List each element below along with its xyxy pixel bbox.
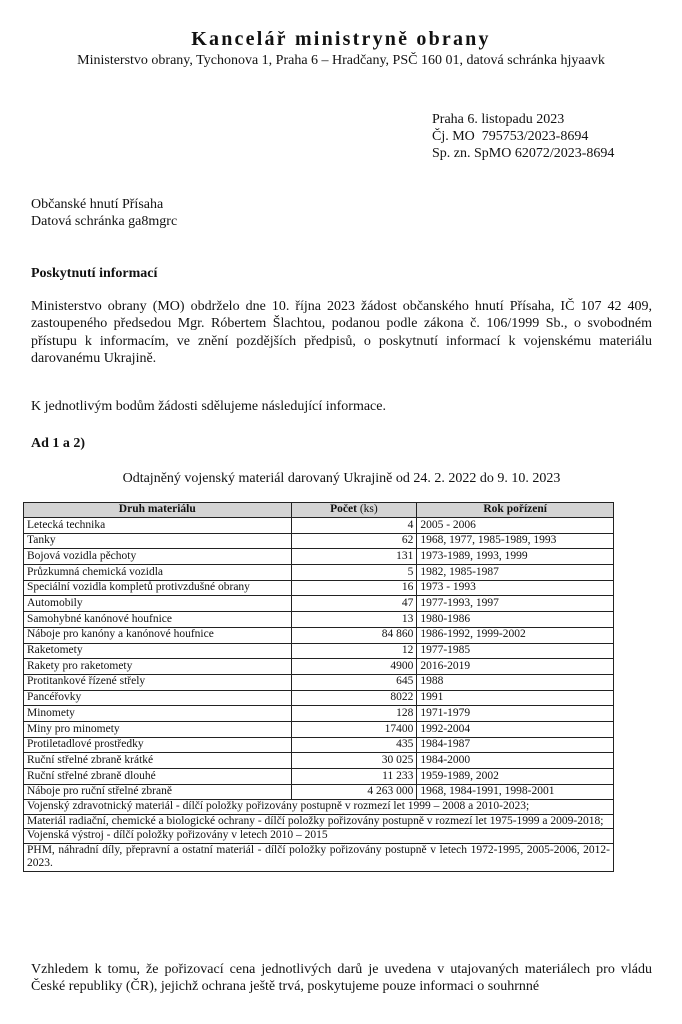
table-header-row <box>24 503 614 518</box>
cell-year: 2005 - 2006 <box>417 518 614 534</box>
cell-type: Protitankové řízené střely <box>24 674 292 690</box>
cell-year: 1971-1979 <box>417 706 614 722</box>
cell-year: 1988 <box>417 674 614 690</box>
cell-year: 1980-1986 <box>417 612 614 628</box>
table-row <box>24 565 614 581</box>
letterhead-title: Kancelář ministryně obrany <box>191 28 491 50</box>
cell-type: Pancéřovky <box>24 690 292 706</box>
table-row <box>24 549 614 565</box>
cell-year: 1968, 1977, 1985-1989, 1993 <box>417 533 614 549</box>
cell-year: 1984-2000 <box>417 753 614 769</box>
table-row <box>24 706 614 722</box>
cell-count: 8022 <box>291 690 417 706</box>
cell-year: 1973 - 1993 <box>417 580 614 596</box>
cell-type: Samohybné kanónové houfnice <box>24 612 292 628</box>
table-row <box>24 737 614 753</box>
cell-type: Tanky <box>24 533 292 549</box>
cell-year: 1992-2004 <box>417 721 614 737</box>
cell-type: Náboje pro kanóny a kanónové houfnice <box>24 627 292 643</box>
header-count-unit: (ks) <box>359 503 378 516</box>
cell-type: Rakety pro raketomety <box>24 659 292 675</box>
cell-type: Speciální vozidla kompletů protivzdušné obrany <box>24 580 292 596</box>
table-note: Materiál radiační, chemické a biologické ochrany - dílčí položky pořizovány postupně v rozmezí let 1975-1999 a 2009-2018; <box>24 814 614 829</box>
cell-count: 16 <box>291 580 417 596</box>
header-type: Druh materiálu <box>24 503 292 518</box>
cell-type: Minomety <box>24 706 292 722</box>
table-row <box>24 518 614 534</box>
table-row <box>24 612 614 628</box>
cell-year: 1973-1989, 1993, 1999 <box>417 549 614 565</box>
letter-date: Praha 6. listopadu 2023 <box>432 112 565 127</box>
cell-count: 84 860 <box>291 627 417 643</box>
cell-count: 17400 <box>291 721 417 737</box>
cell-year: 1977-1993, 1997 <box>417 596 614 612</box>
cell-count: 128 <box>291 706 417 722</box>
addressee-name: Občanské hnutí Přísaha <box>31 197 164 212</box>
cell-year: 1959-1989, 2002 <box>417 769 614 785</box>
cell-type: Automobily <box>24 596 292 612</box>
subject-heading: Poskytnutí informací <box>31 266 158 281</box>
cell-count: 645 <box>291 674 417 690</box>
table-note-row <box>24 843 614 871</box>
cell-type: Náboje pro ruční střelné zbraně <box>24 784 292 800</box>
table-note-row <box>24 829 614 844</box>
file-number: Sp. zn. SpMO 62072/2023-8694 <box>432 146 615 161</box>
closing-paragraph: Vzhledem k tomu, že pořizovací cena jednotlivých darů je uvedena v utajovaných materiálech pro vládu České republiky (ČR), jejichž ochrana ještě trvá, poskytujeme pouze informaci o souhrnné <box>31 962 652 995</box>
cell-count: 13 <box>291 612 417 628</box>
points-paragraph: K jednotlivým bodům žádosti sdělujeme následující informace. <box>31 399 386 414</box>
cell-count: 47 <box>291 596 417 612</box>
material-table <box>23 502 614 872</box>
table-row <box>24 659 614 675</box>
table-row <box>24 753 614 769</box>
cell-year: 1986-1992, 1999-2002 <box>417 627 614 643</box>
cell-year: 1982, 1985-1987 <box>417 565 614 581</box>
table-row <box>24 627 614 643</box>
table-row <box>24 674 614 690</box>
reference-number: Čj. MO 795753/2023-8694 <box>432 129 589 144</box>
cell-year: 1977-1985 <box>417 643 614 659</box>
table-note: Vojenská výstroj - dílčí položky pořizovány v letech 2010 – 2015 <box>24 829 614 844</box>
cell-count: 11 233 <box>291 769 417 785</box>
table-note: PHM, náhradní díly, přepravní a ostatní materiál - dílčí položky pořizovány postupně v letech 1972-1995, 2005-2006, 2012-2023. <box>24 843 614 871</box>
cell-year: 2016-2019 <box>417 659 614 675</box>
intro-paragraph: Ministerstvo obrany (MO) obdrželo dne 10. října 2023 žádost občanského hnutí Přísaha, IČ 107 42 409, zastoupeného předsedou Mgr. Róbertem Šlachtou, podanou podle zákona č. 106/1999 Sb., o svobodném přístupu k informacím, ve znění pozdějších předpisů, o poskytnutí informací k vojenskému materiálu darovanému Ukrajině. <box>31 299 652 366</box>
cell-year: 1991 <box>417 690 614 706</box>
cell-type: Ruční střelné zbraně dlouhé <box>24 769 292 785</box>
table-row <box>24 690 614 706</box>
cell-type: Bojová vozidla pěchoty <box>24 549 292 565</box>
table-row <box>24 784 614 800</box>
letterhead-address: Ministerstvo obrany, Tychonova 1, Praha 6 – Hradčany, PSČ 160 01, datová schránka hjyaavk <box>77 53 605 68</box>
table-note: Vojenský zdravotnický materiál - dílčí položky pořizovány postupně v rozmezí let 1999 – 2008 a 2010-2023; <box>24 800 614 815</box>
table-row <box>24 769 614 785</box>
cell-year: 1984-1987 <box>417 737 614 753</box>
table-caption: Odtajněný vojenský materiál darovaný Ukrajině od 24. 2. 2022 do 9. 10. 2023 <box>122 471 561 486</box>
table-row <box>24 721 614 737</box>
table-row <box>24 533 614 549</box>
header-year: Rok pořízení <box>417 503 614 518</box>
table-row <box>24 643 614 659</box>
header-count <box>291 503 417 518</box>
cell-year: 1968, 1984-1991, 1998-2001 <box>417 784 614 800</box>
cell-count: 131 <box>291 549 417 565</box>
cell-count: 62 <box>291 533 417 549</box>
cell-type: Raketomety <box>24 643 292 659</box>
cell-count: 4 263 000 <box>291 784 417 800</box>
addressee-databox: Datová schránka ga8mgrc <box>31 214 178 229</box>
addressee-block <box>31 196 177 230</box>
cell-type: Miny pro minomety <box>24 721 292 737</box>
cell-type: Ruční střelné zbraně krátké <box>24 753 292 769</box>
table-row <box>24 580 614 596</box>
table-note-row <box>24 814 614 829</box>
cell-count: 4900 <box>291 659 417 675</box>
table-note-row <box>24 800 614 815</box>
cell-count: 435 <box>291 737 417 753</box>
cell-count: 12 <box>291 643 417 659</box>
header-count-label: Počet <box>330 503 357 516</box>
cell-count: 30 025 <box>291 753 417 769</box>
cell-count: 5 <box>291 565 417 581</box>
table-row <box>24 596 614 612</box>
cell-type: Letecká technika <box>24 518 292 534</box>
cell-type: Průzkumná chemická vozidla <box>24 565 292 581</box>
section-heading: Ad 1 a 2) <box>31 436 86 451</box>
reference-block <box>432 111 614 162</box>
cell-count: 4 <box>291 518 417 534</box>
cell-type: Protiletadlové prostředky <box>24 737 292 753</box>
